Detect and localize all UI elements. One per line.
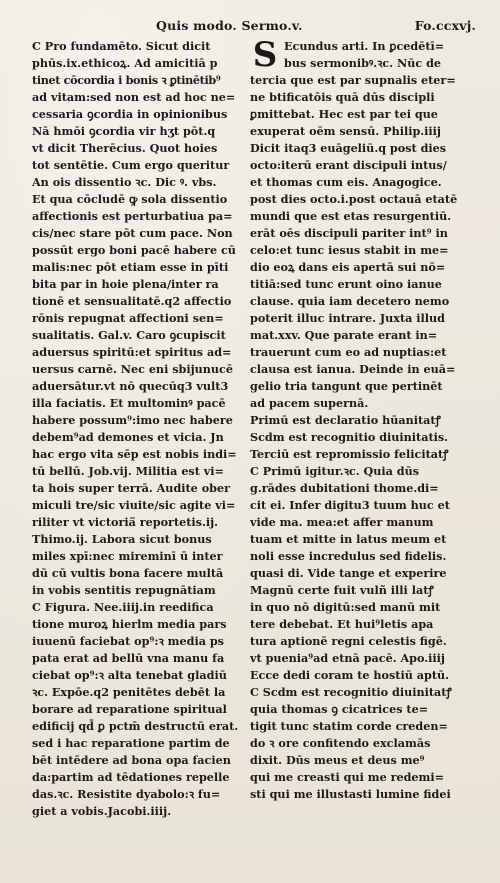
text-line: bēt intēdere ad bona opa facien xyxy=(32,753,231,767)
text-line: mat.xxv. Que parate erant in= xyxy=(250,328,438,342)
text-line: mundi que est etas resurgentiū. xyxy=(250,209,452,223)
text-line: C Scdm est recognitio diuinitatꝭ xyxy=(250,685,452,699)
text-line: giet a vobis.Jacobi.iiij. xyxy=(32,804,172,818)
text-line: bus sermonibꝰ.ꝛc. Nūc de xyxy=(284,56,442,70)
text-line: ta hois super terrā. Audite ober xyxy=(32,481,230,495)
text-line: uersus carnē. Nec eni sbijunucē xyxy=(32,362,233,376)
text-line: gelio tria tangunt que pertinēt xyxy=(250,379,443,393)
text-line: hac ergo vita sēp est nobis indi= xyxy=(32,447,237,461)
text-line: qui me creasti qui me redemi= xyxy=(250,770,445,784)
text-line: vt dicit Therēcius. Quot hoies xyxy=(32,141,218,155)
text-line: quia thomas ꝯ cicatrices te= xyxy=(250,702,429,716)
text-line: tigit tunc statim corde creden= xyxy=(250,719,448,733)
text-line: possūt ergo boni pacē habere cū xyxy=(32,243,236,257)
text-line: ad pacem supernā. xyxy=(250,396,369,410)
text-line: habere possum⁹:imo nec habere xyxy=(32,413,233,427)
text-line: clausa est ianua. Deinde in euā= xyxy=(250,362,456,376)
opening-paragraph xyxy=(250,35,472,75)
text-line: exuperat oēm sensū. Philip.iiij xyxy=(250,124,441,138)
text-line: do ꝛ ore confitendo exclamās xyxy=(250,736,431,750)
text-line: Dicit itaq3 euāgeliū.q post dies xyxy=(250,141,447,155)
text-line: sti qui me illustasti lumine fidei xyxy=(250,787,451,801)
text-line: g.rādes dubitationi thome.di= xyxy=(250,481,439,495)
text-line: affectionis est perturbatiua pa= xyxy=(32,209,233,223)
left-column xyxy=(32,38,242,820)
text-line: ꝑmittebat. Hec est par tei que xyxy=(250,107,438,121)
text-line: erāt oēs discipuli pariter int⁹ in xyxy=(250,226,448,240)
text-line: bita par in hoie plena/inter ra xyxy=(32,277,219,291)
text-line: miculi tre/sic viuite/sic agite vi= xyxy=(32,498,236,512)
text-line: dixit. Dūs meus et deus me⁹ xyxy=(250,753,425,767)
text-line: Ecundus arti. In ꝑcedētī= xyxy=(284,39,445,53)
text-line: sed i hac reparatione partim de xyxy=(32,736,230,750)
text-line: tere debebat. Et hui⁹letis apa xyxy=(250,617,434,631)
text-line: tura aptionē regni celestis figē. xyxy=(250,634,447,648)
text-line: in vobis sentitis repugnātiam xyxy=(32,583,216,597)
text-line: Ecce dedi coram te hostiū aptū. xyxy=(250,668,450,682)
text-line: ne btificatōis quā dūs discipli xyxy=(250,90,435,104)
text-line: post dies octo.i.post octauā etatē xyxy=(250,192,458,206)
text-line: ad vitam:sed non est ad hoc ne= xyxy=(32,90,236,104)
text-line: Et qua cōcludē ꝙ sola dissentio xyxy=(32,192,228,206)
text-line: pata erat ad bellū vna manu fa xyxy=(32,651,225,665)
text-line: ꝛc. Expōe.q2 penitētes debēt la xyxy=(32,685,226,699)
text-line: noli esse incredulus sed fidelis. xyxy=(250,549,447,563)
folio-number: Fo.ccxvj. xyxy=(414,18,476,33)
text-line: vt puenia⁹ad etnā pacē. Apo.iiij xyxy=(250,651,445,665)
text-line: borare ad reparatione spiritual xyxy=(32,702,227,716)
text-line: dū cū vultis bona facere multā xyxy=(32,566,224,580)
text-line: titiā:sed tunc erunt oino ianue xyxy=(250,277,442,291)
text-line: vide ma. mea:et affer manum xyxy=(250,515,434,529)
text-line: malis:nec pōt etiam esse in pīti xyxy=(32,260,229,274)
text-line: phūs.ix.ethicoꝝ. Ad amicitiā p xyxy=(32,56,218,70)
text-line: aduersātur.vt nō quecūq3 vult3 xyxy=(32,379,229,393)
right-column xyxy=(250,35,472,803)
text-line: debem⁹ad demones et vicia. Jn xyxy=(32,430,224,444)
text-line: Scdm est recognitio diuinitatis. xyxy=(250,430,449,444)
text-line: Nā hmōi ꝯcordia vir hʒt pōt.q xyxy=(32,124,216,138)
text-line: tot sentētie. Cum ergo queritur xyxy=(32,158,230,172)
text-line: Thimo.ij. Labora sicut bonus xyxy=(32,532,212,546)
text-line: Primū est declaratio hūanitatꝭ xyxy=(250,413,441,427)
text-line: ciebat op⁹:ꝛ alta tenebat gladiū xyxy=(32,668,227,682)
text-line: tercia que est par supnalis eter= xyxy=(250,73,456,87)
text-line: tuam et mitte in latus meum et xyxy=(250,532,447,546)
text-line: clause. quia iam decetero nemo xyxy=(250,294,450,308)
text-line: et thomas cum eis. Anagogice. xyxy=(250,175,442,189)
text-line: miles xpī:nec mireminī ū inter xyxy=(32,549,223,563)
text-line: tionē et sensualitatē.q2 affectio xyxy=(32,294,232,308)
text-line: illa faciatis. Et multominꝰ pacē xyxy=(32,396,226,410)
text-line: dio eoꝝ dans eis apertā sui nō= xyxy=(250,260,446,274)
text-line: Terciū est repromissio felicitatꝭ xyxy=(250,447,449,461)
text-line: tinet cōcordia i bonis ꝛ ꝑtinētib⁹ xyxy=(32,73,221,87)
text-line: iuuenū faciebat op⁹:ꝛ media ps xyxy=(32,634,224,648)
text-line: cessaria ꝯcordia in opinionibus xyxy=(32,107,228,121)
running-head-title: Quis modo. Sermo.v. xyxy=(156,18,303,33)
text-line: cis/nec stare pōt cum pace. Non xyxy=(32,226,233,240)
text-line: riliter vt victoriā̄ reportetis.ij. xyxy=(32,515,219,529)
text-line: da:partim ad tēdationes repelle xyxy=(32,770,230,784)
text-line: rōnis repugnat affectioni sen= xyxy=(32,311,224,325)
text-line: Magnū certe fuit vulñ illi latꝭ xyxy=(250,583,434,597)
text-line: tione muroꝝ hierlm media pars xyxy=(32,617,227,631)
text-line: C Pro fundamēto. Sicut dicit xyxy=(32,39,211,53)
text-line: trauerunt cum eo ad nuptias:et xyxy=(250,345,447,359)
running-head xyxy=(0,14,500,36)
text-line: sualitatis. Gal.v. Caro ꝯcupiscit xyxy=(32,328,226,342)
text-line: tū bellū. Job.vij. Militia est vi= xyxy=(32,464,224,478)
text-line: C Figura. Nee.iiij.in reedifica xyxy=(32,600,214,614)
text-line: in quo nō digitū:sed manū mit xyxy=(250,600,441,614)
text-line: celo:et tunc iesus stabit in me= xyxy=(250,243,449,257)
text-line: octo:iterū erant discipuli intus/ xyxy=(250,158,447,172)
text-line: cit ei. Infer digitu3 tuum huc et xyxy=(250,498,450,512)
text-line: quasi di. Vide tange et experire xyxy=(250,566,447,580)
text-line: poterit illuc intrare. Juxta illud xyxy=(250,311,445,325)
text-line: edificij qd̄ ꝑ pctm̄ destructū erat. xyxy=(32,719,239,733)
text-line: aduersus spiritū:et spiritus ad= xyxy=(32,345,232,359)
text-line: das.ꝛc. Resistite dyabolo:ꝛ fu= xyxy=(32,787,221,801)
text-line: C Primū igitur.ꝛc. Quia dūs xyxy=(250,464,420,478)
text-line: An ois dissentio ꝛc. Dic ꝰ. vbs. xyxy=(32,175,217,189)
decorated-initial: S xyxy=(252,35,278,75)
